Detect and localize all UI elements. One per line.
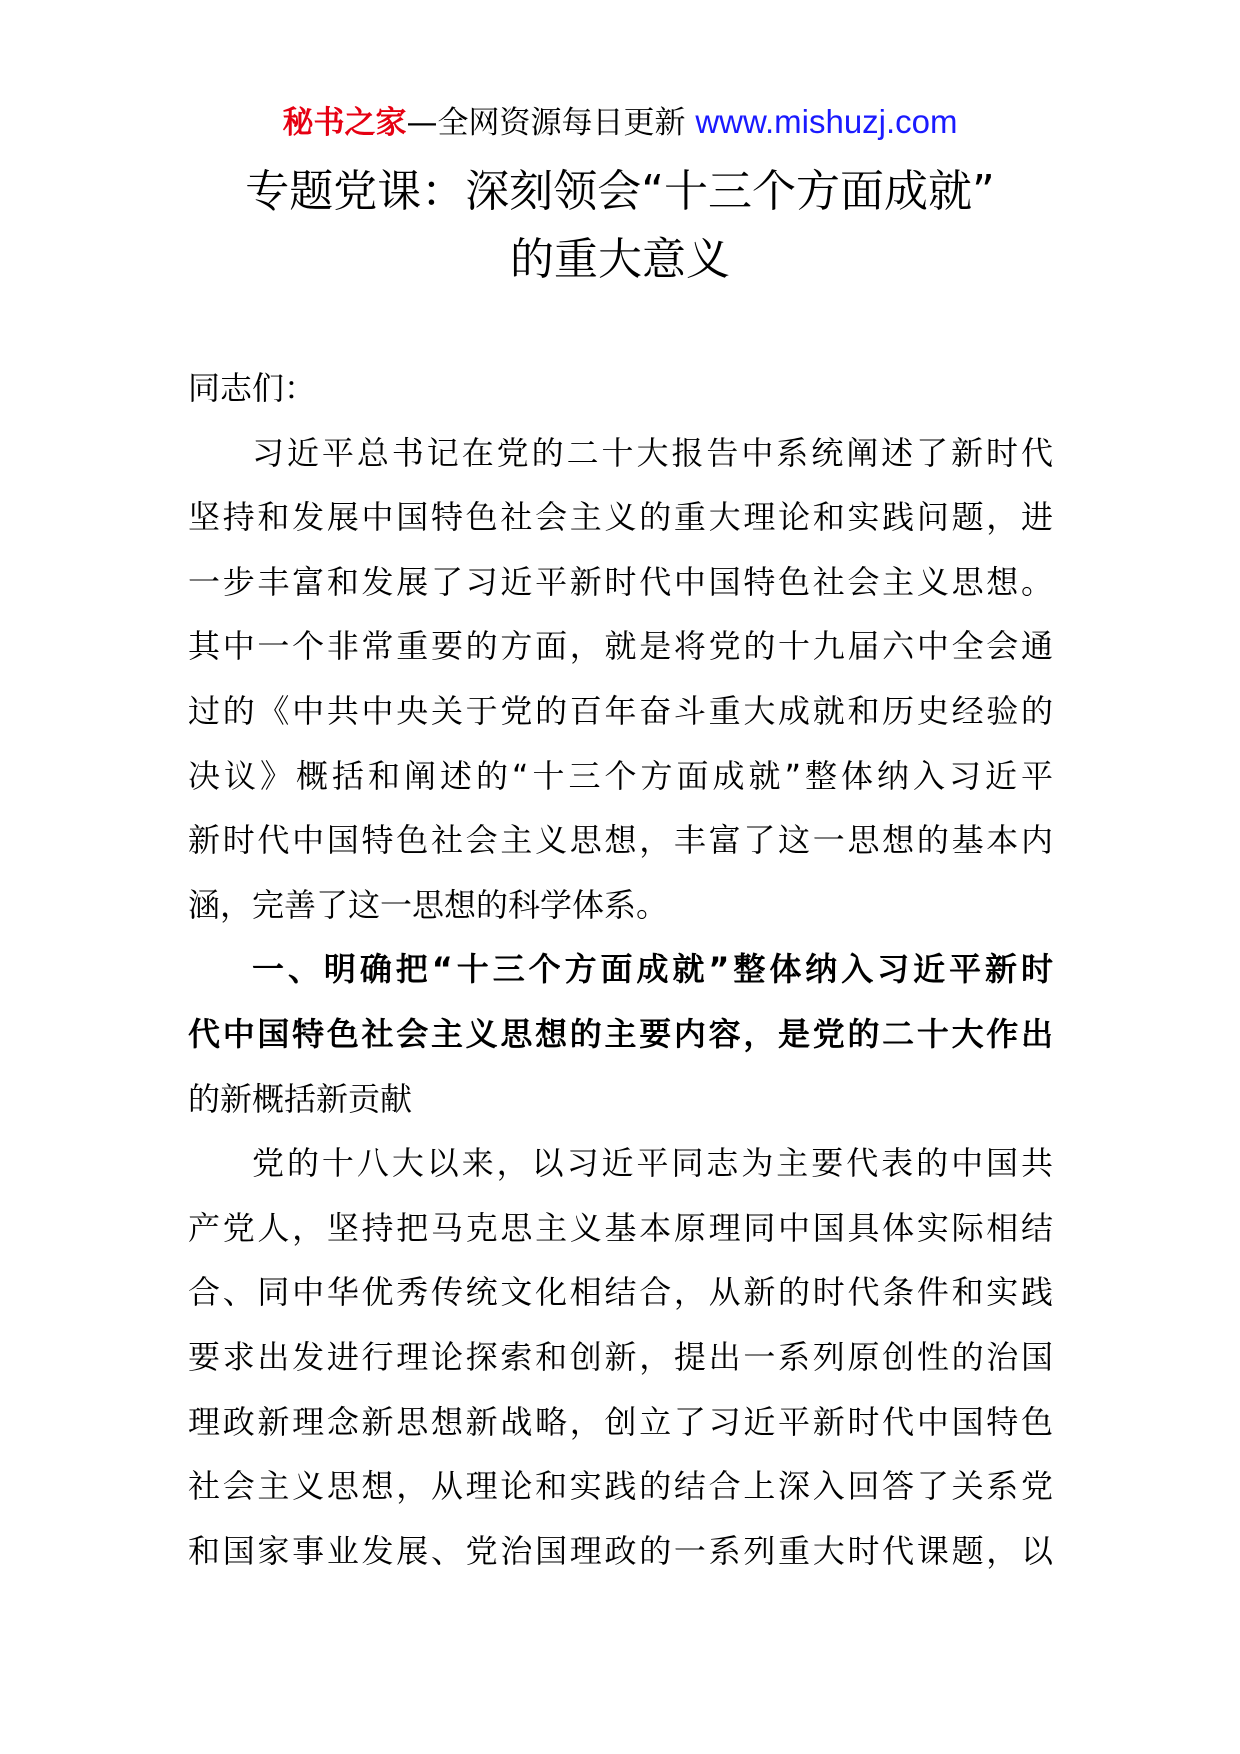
document-body: [188, 356, 1053, 1583]
paragraph-line: 和国家事业发展、党治国理政的一系列重大时代课题，以: [188, 1531, 1053, 1570]
paragraph-line: 一步丰富和发展了习近平新时代中国特色社会主义思想。: [188, 562, 1053, 601]
heading-line: 代中国特色社会主义思想的主要内容，是党的二十大作出: [188, 1014, 1053, 1053]
paragraph-line: 新时代中国特色社会主义思想，丰富了这一思想的基本内: [188, 821, 1053, 860]
paragraph-line: 合、同中华优秀传统文化相结合，从新的时代条件和实践: [188, 1273, 1053, 1312]
paragraph-line: 要求出发进行理论探索和创新，提出一系列原创性的治国: [188, 1337, 1053, 1376]
paragraph-intro: [188, 421, 1053, 938]
paragraph-line: 党的十八大以来，以习近平同志为主要代表的中国共: [252, 1144, 1053, 1183]
greeting-text: 同志们：: [188, 369, 317, 407]
paragraph-line: 习近平总书记在党的二十大报告中系统阐述了新时代: [252, 433, 1053, 472]
section-heading-1: [188, 937, 1053, 1131]
paragraph-line: 涵，完善了这一思想的科学体系。: [188, 885, 669, 924]
paragraph-line: 过的《中共中央关于党的百年奋斗重大成就和历史经验的: [188, 691, 1053, 730]
brand-name: 秘书之家: [282, 105, 407, 141]
site-header: [0, 100, 1240, 145]
heading-line: 的新概括新贡献: [188, 1079, 413, 1118]
paragraph-line: 理政新理念新思想新战略，创立了习近平新时代中国特色: [188, 1402, 1053, 1441]
site-url-link[interactable]: www.mishuzj.com: [695, 103, 958, 140]
paragraph-line: 坚持和发展中国特色社会主义的重大理论和实践问题，进: [188, 498, 1053, 537]
title-line-2: 的重大意义: [510, 234, 730, 285]
greeting: [188, 356, 1053, 421]
paragraph-line: 社会主义思想，从理论和实践的结合上深入回答了关系党: [188, 1467, 1053, 1506]
header-slogan: —全网资源每日更新: [406, 105, 696, 141]
paragraph-line: 产党人，坚持把马克思主义基本原理同中国具体实际相结: [188, 1208, 1053, 1247]
title-line-1: 专题党课：深刻领会“十三个方面成就”: [245, 166, 995, 217]
document-title: [140, 158, 1100, 294]
paragraph-line: 其中一个非常重要的方面，就是将党的十九届六中全会通: [188, 627, 1053, 666]
paragraph-section-1: [188, 1131, 1053, 1583]
heading-line: 一、明确把“十三个方面成就”整体纳入习近平新时: [252, 950, 1053, 989]
paragraph-line: 决议》概括和阐述的“十三个方面成就”整体纳入习近平: [188, 756, 1053, 795]
